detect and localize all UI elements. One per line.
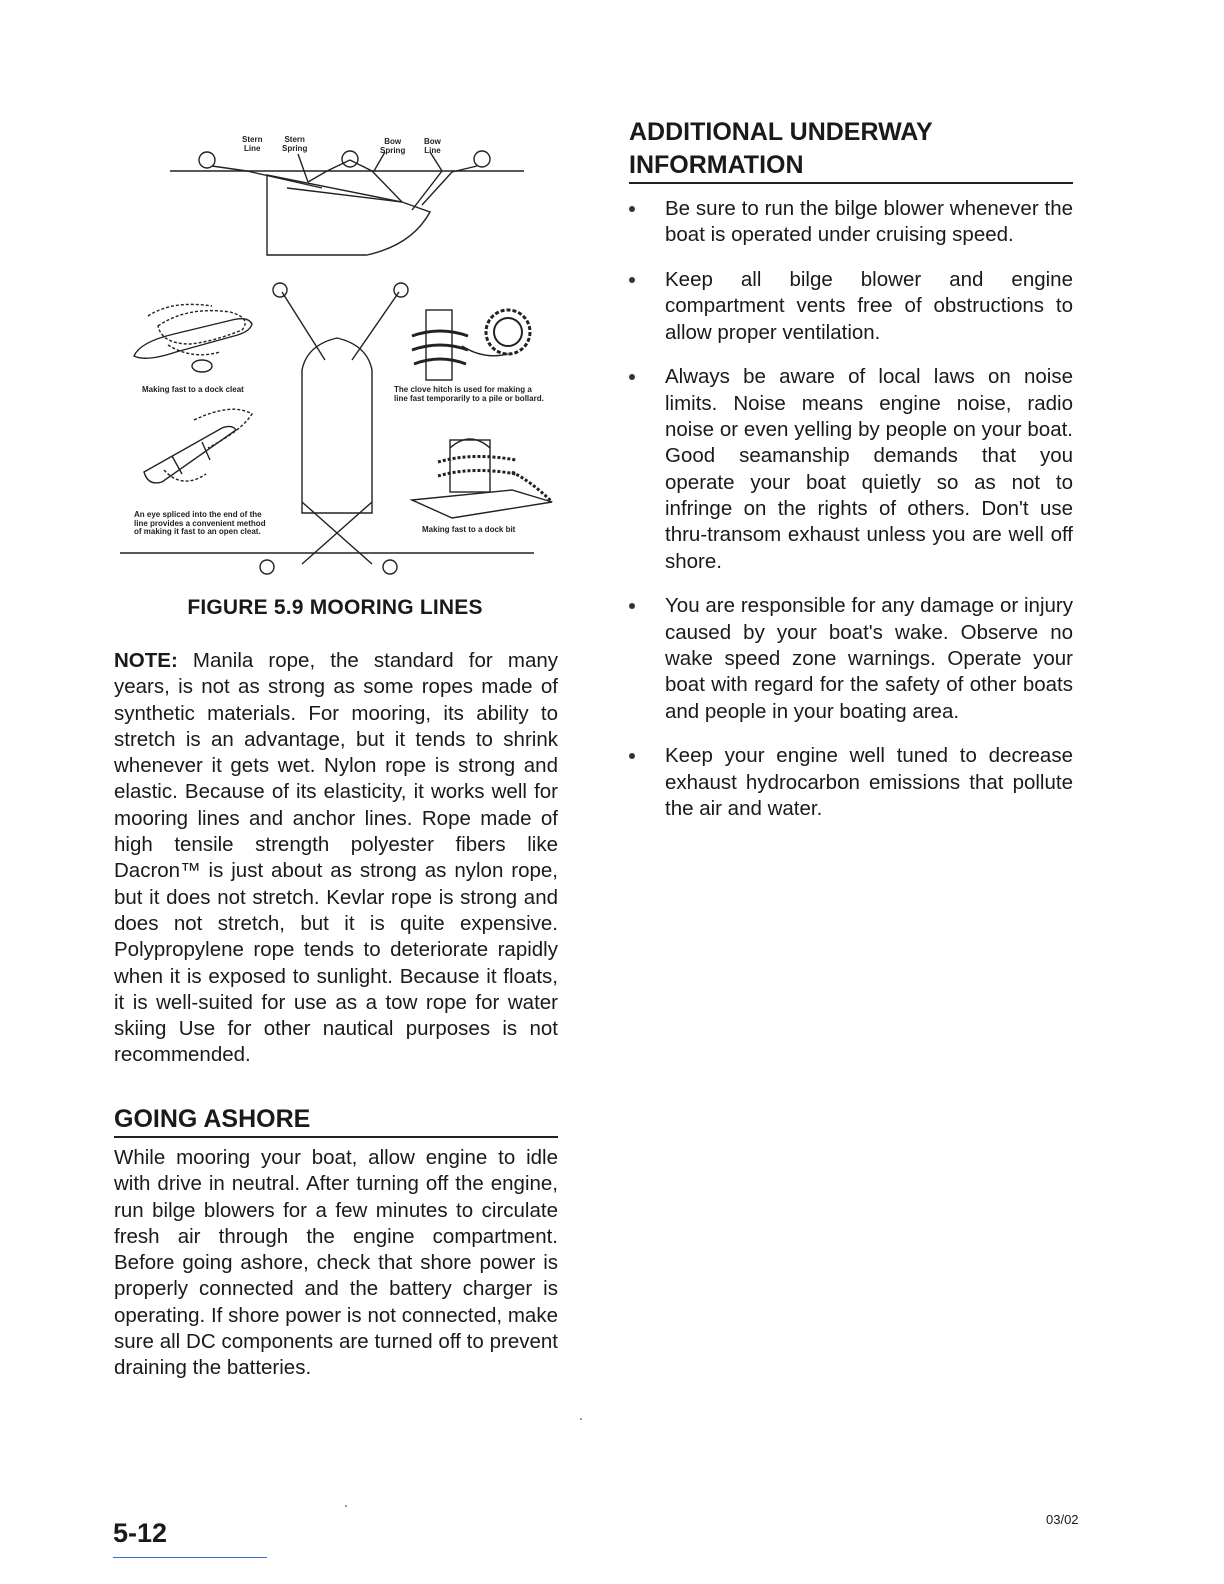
going-ashore-paragraph: While mooring your boat, allow engine to idle with drive in neutral. After turning off the engine, run bilge blowers for a few minutes to circulate fresh air through the engine compartment. Before going ashore, check that shore power is properly connected and the battery charger is operating. If shore power is not connected, make sure all DC components are turned off to prevent draining the batteries.	[114, 1146, 558, 1380]
stern-spring-line	[298, 154, 308, 182]
bullet-text: You are responsible for any damage or injury caused by your boat's wake. Observe no wake speed zone warnings. Operate your boat with regard for the safety of other boats and people in your boating area.	[665, 594, 1073, 723]
going-ashore-section	[114, 1103, 558, 1382]
note-text: Manila rope, the standard for many years, is not as strong as some ropes made of synthetic materials. For mooring, its ability to stretch is an advantage, but it tends to shrink whenever it gets wet. Nylon rope is strong and elastic. Because of its elasticity, it works well for mooring lines and anchor lines. Rope made of high tensile strength polyester fibers like Dacron™ is just about as strong as nylon rope, but it does not stretch. Kevlar rope is strong and does not stretch, but it is quite expensive. Polypropylene rope tends to deteriorate rapidly when it is exposed to sunlight. Because it floats, it is well-suited for use as a tow rope for water skiing Use for other nautical purposes is not recommended.	[114, 649, 558, 1067]
clove-hitch-illustration	[412, 310, 530, 380]
going-ashore-heading: GOING ASHORE	[114, 1103, 558, 1138]
bullet-icon	[629, 753, 635, 759]
figure-caption: FIGURE 5.9 MOORING LINES	[187, 596, 483, 619]
dock-bit-illustration	[412, 439, 552, 518]
scan-speck	[580, 1418, 582, 1420]
bullet-text: Keep your engine well tuned to decrease exhaust hydrocarbon emissions that pollute the air and water.	[665, 744, 1073, 820]
bullet-icon	[629, 277, 635, 283]
label-dock-cleat: Making fast to a dock cleat	[142, 385, 244, 394]
piling-2	[342, 151, 358, 167]
mooring-lines-figure	[112, 130, 558, 585]
bullet-icon	[629, 374, 635, 380]
revision-date: 03/02	[1046, 1512, 1079, 1527]
label-bow-line: Bow Line	[424, 137, 441, 155]
bullet-text: Be sure to run the bilge blower whenever the boat is operated under cruising speed.	[665, 197, 1073, 247]
additional-underway-heading: ADDITIONAL UNDERWAY INFORMATION	[629, 116, 1073, 184]
page-number-underline	[113, 1557, 267, 1558]
list-item	[629, 364, 1073, 574]
piling-1	[199, 152, 215, 168]
bow-line-left	[282, 292, 325, 360]
label-stern-spring: Stern Spring	[282, 135, 308, 153]
label-clove-hitch: The clove hitch is used for making a line fast temporarily to a pile or bollard.	[394, 385, 544, 403]
additional-underway-section	[629, 116, 1073, 841]
bullet-icon	[629, 206, 635, 212]
label-bow-spring: Bow Spring	[380, 137, 406, 155]
dock-cleat-illustration	[134, 304, 252, 372]
boat-top-view	[302, 338, 372, 513]
list-item	[629, 267, 1073, 346]
underway-bullet-list	[629, 196, 1073, 822]
boat-side-hull	[267, 175, 430, 255]
bullet-text: Always be aware of local laws on noise limits. Noise means engine noise, radio noise or even yelling by people on your boat. Good seamanship demands that you operate your boat quietly so as not to infringe on the rights of others. Don't use thru-transom exhaust unless you are well off shore.	[665, 365, 1073, 573]
bow-line-right	[352, 292, 399, 360]
label-eye-splice: An eye spliced into the end of the line provides a convenient method of making it fast to an open cleat.	[134, 510, 266, 536]
note-label: NOTE:	[114, 649, 178, 672]
scan-speck	[345, 1505, 347, 1507]
label-stern-line: Stern Line	[242, 135, 263, 153]
page-number: 5-12	[113, 1518, 168, 1548]
open-cleat-illustration	[144, 409, 252, 483]
bullet-icon	[629, 603, 635, 609]
bullet-text: Keep all bilge blower and engine compartment vents free of obstructions to allow proper ventilation.	[665, 268, 1073, 344]
list-item	[629, 743, 1073, 822]
list-item	[629, 196, 1073, 249]
note-paragraph	[114, 648, 558, 1069]
piling-3	[474, 151, 490, 167]
bow-line	[412, 152, 442, 210]
label-dock-bit: Making fast to a dock bit	[422, 525, 516, 534]
list-item	[629, 593, 1073, 724]
note-section	[114, 648, 558, 1069]
